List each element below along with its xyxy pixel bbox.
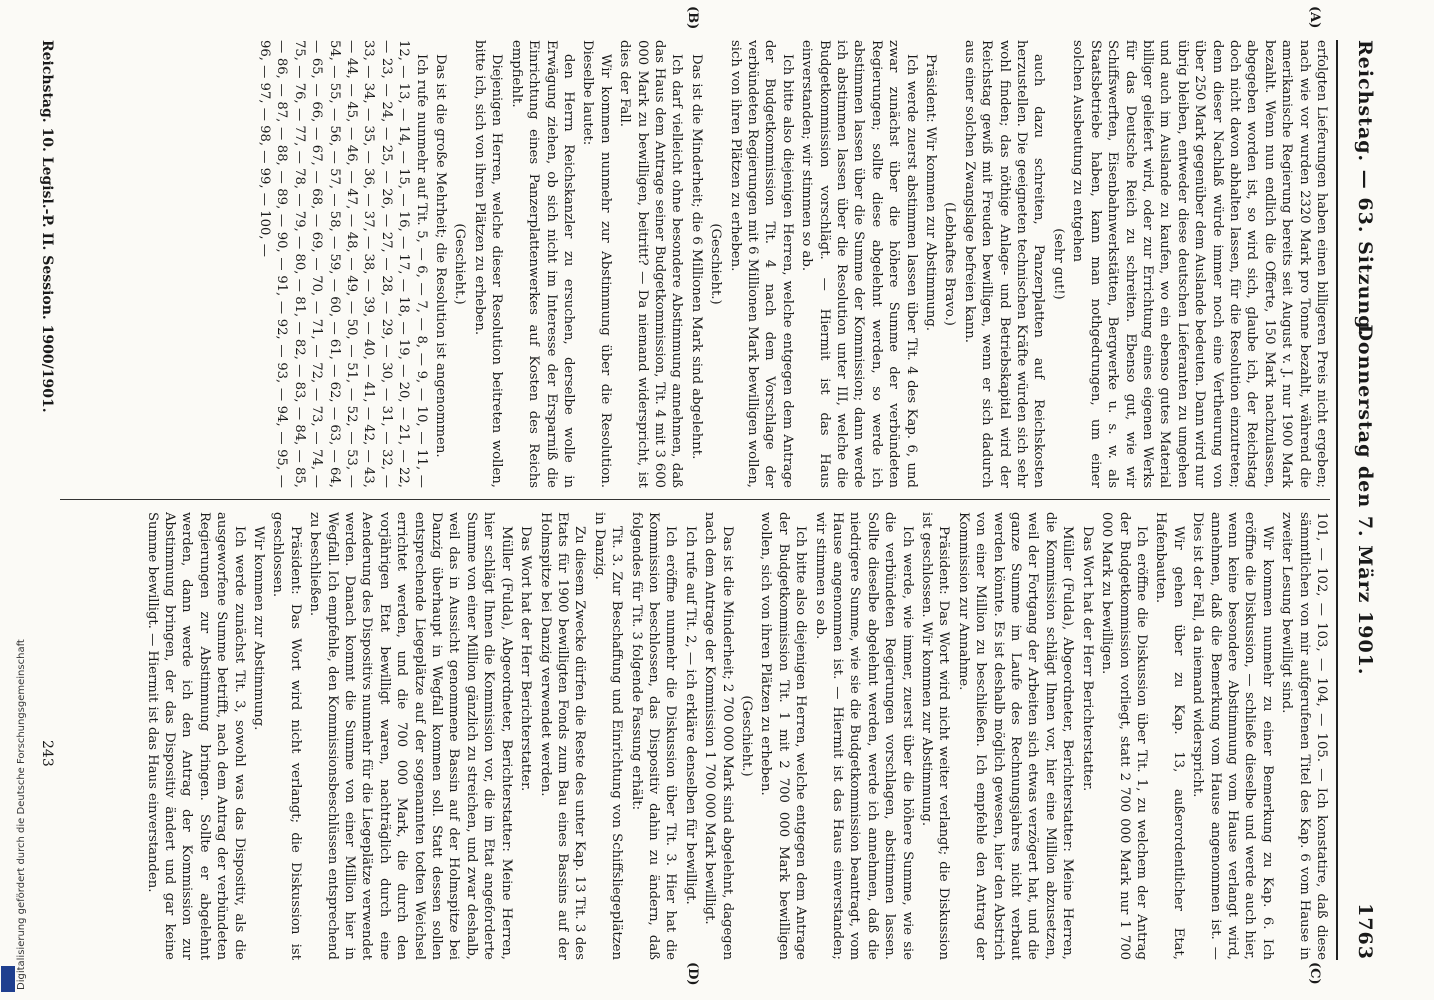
paragraph: Präsident: Das Wort wird nicht weiter verlangt; die Diskussion ist geschlossen. Wir kommen zur Abstimmung. [919, 512, 952, 960]
paragraph: Müller (Fulda), Abgeordneter, Berichterstatter: Meine Herren, die Kommission schlägt Ihnen vor, hier eine Million abzusetzen, weil der Fortgang der Arbeiten sich etwas verzögert hat, und die ganze Summe im Laufe des Rechnungsjahres nicht verbaut werden könnte. Es ist deshalb möglich gewesen, hier den Abstrich von einer Million zu beschließen. Ich empfehle den Antrag der Kommission zur Annahme. [955, 512, 1076, 960]
column-divider [60, 499, 1330, 500]
quoted-title: Tit. 3. Zur Beschaffung und Einrichtung von Schiffsliegeplätzen in Danzig. [591, 512, 625, 960]
paragraph: Präsident: Das Wort wird nicht verlangt; die Diskussion ist geschlossen. [270, 512, 303, 960]
paragraph: Ich eröffne die Diskussion über Tit. 1, zu welchem der Antrag der Budgetkommission vorliegt, statt 2 700 000 Mark nur 1 700 000 Mark zu bewilligen. [1099, 512, 1149, 960]
paragraph: Müller (Fulda), Abgeordneter, Berichterstatter: Meine Herren, hier schlägt Ihnen die Kommission vor, die im Etat angeforderte Summe von einer Million gänzlich zu streichen, und zwar deshalb, weil das in Aussicht genommene Bassin auf der Holmspitze bei Danzig überhaupt in Wegfall kommen soll. Statt dessen sollen entsprechende Liegeplätze auf der sogenannten todten Weichsel errichtet werden, und die 700 000 Mark, die durch den vorjährigen Etat bewilligt waren, nachträglich durch eine Aenderung des Dispositivs nunmehr für die Liegeplätze verwendet werden. Danach kommt die Summe von einer Million hier in Wegfall. Ich empfehle, den Kommissionsbeschlüssen entsprechend zu beschließen. [307, 512, 514, 960]
paragraph: Diejenigen Herren, welche dieser Resolution beitreten wollen, bitte ich, sich von ihren Plätzen zu erheben. [471, 40, 505, 488]
paragraph: Ich bitte also diejenigen Herren, welche entgegen dem Antrage der Budgetkommission Tit. 1 mit 2 700 000 Mark bewilligen wollen, sich von ihren Plätzen zu erheben. [758, 512, 809, 960]
left-column [60, 40, 1330, 488]
paragraph: Wir kommen zur Abstimmung. [251, 526, 267, 731]
footer-left: Reichstag. 10. Legisl.-P. II. Session. 1900/1901. [39, 40, 55, 413]
footer-page-number: 243 [39, 740, 55, 767]
right-column [60, 512, 1330, 960]
margin-marker-d: (D) [685, 962, 700, 986]
interjection: (Lebhaftes Bravo.) [942, 202, 958, 326]
paragraph: Ich werde zuerst abstimmen lassen über Tit. 4 des Kap. 6, und zwar zunächst über die höhere Summe der verbündeten Regierungen; sollte diese abgelehnt werden, so werde ich abstimmen lassen über die Summe der Kommission; dann werde ich abstimmen lassen über die Resolution unter III, welche die Budgetkommission vorschlägt. — Hiermit ist das Haus einverstanden; wir stimmen so ab. [799, 40, 919, 488]
interjection: (Geschieht.) [452, 223, 468, 305]
interjection: (Geschieht.) [708, 223, 724, 305]
paragraph: Ich werde zunächst Tit. 3, sowohl was das Dispositiv, als die ausgeworfene Summe betrifft, nach dem Antrag der verbündeten Regierungen zur Abstimmung bringen. Sollte er abgelehnt werden, dann werde ich den Antrag der Kommission zur Abstimmung bringen, der das Dispositiv ändert und gar keine Summe bewilligt. — Hiermit ist das Haus einverstanden. [144, 512, 247, 960]
header-rule [1336, 40, 1338, 960]
margin-marker-a: (A) [1307, 6, 1322, 29]
header-center: Donnerstag den 7. März 1901. [1354, 324, 1376, 676]
paragraph: Ich bitte also diejenigen Herren, welche entgegen dem Antrage der Budgetkommission Tit. 4 nach dem Vorschlage der verbündeten Regierungen mit 6 Millionen Mark bewilligen wollen, sich von ihren Plätzen zu erheben. [727, 40, 795, 488]
running-header [1342, 40, 1382, 960]
paragraph: Das Wort hat der Herr Berichterstatter. [1079, 526, 1095, 792]
paragraph: erfolgten Lieferungen haben einen billigeren Preis nicht ergeben; nach wie vor wurden 2320 Mark pro Tonne bezahlt, während die amerikanische Regierung bereits seit August v. J. nur 1900 Mark bezahlt. Wenn nun endlich die Offerte, 150 Mark nachzulassen, abgegeben worden ist, so wird sich, glaube ich, der Reichstag doch nicht davon abhalten lassen, für die Resolution einzutreten; denn dieser Nachlaß würde immer noch eine Vertheurung von über 250 Mark gegenüber dem Auslande bedeuten. Dann wird nur übrig bleiben, entweder diese deutschen Lieferanten zu umgehen und auch im Auslande zu kaufen, wo ein ebenso gutes Material billiger geliefert wird, oder zur Errichtung eines eigenen Werks für das Deutsche Reich zu schreiten. Ebenso gut, wie wir Schiffswerften, Eisenbahnwerkstätten, Bergwerke u. s. w. als Staatsbetriebe haben, kann man nothgedrungen, um einer solchen Ausbeutung zu entgehen [1070, 40, 1329, 488]
paragraph: Das ist die große Mehrheit; die Resolution ist angenommen. [433, 54, 449, 458]
margin-marker-c: (C) [1307, 962, 1322, 985]
paragraph: Präsident: Wir kommen zur Abstimmung. [923, 54, 939, 331]
quoted-text: Zu diesem Zwecke dürfen die Reste des unter Kap. 13 Tit. 3 des Etats für 1900 bewilligten Fonds zum Bau eines Bassins auf der Holmspitze bei Danzig verwendet werden. [537, 512, 588, 960]
paragraph: Das Wort hat der Herr Berichterstatter. [518, 526, 534, 792]
paragraph: Ich rufe nunmehr auf Tit. 5, — 6, — 7, — 8, — 9, — 10, — 11, — 12, — 13, — 14, — 15, — 16, — 17, — 18, — 19, — 20, — 21, — 22, — 23, — 24, — 25, — 26, — 27, — 28, — 29, — 30, — 31, — 32, — 33, — 34, — 35, — 36, — 37, — 38, — 39, — 40, — 41, — 42, — 43, — 44, — 45, — 46, — 47, — 48, — 49, — 50, — 51, — 52, — 53, — 54, — 55, — 56, — 57, — 58, — 59, — 60, — 61, — 62, — 63, — 64, — 65, — 66, — 67, — 68, — 69, — 70, — 71, — 72, — 73, — 74, — 75, — 76, — 77, — 78, — 79, — 80, — 81, — 82, — 83, — 84, — 85, — 86, — 87, — 88, — 89, — 90, — 91, — 92, — 93, — 94, — 95, — 96, — 97, — 98, — 99, — 100, — [257, 40, 429, 488]
paragraph: Ich werde, wie immer, zuerst über die höhere Summe, wie sie die verbündeten Regierungen vorschlagen, abstimmen lassen. Sollte dieselbe abgelehnt werden, werde ich annehmen, daß die niedrigere Summe, wie sie die Budgetkommission beantragt, vom Hause angenommen ist. — Hiermit ist das Haus einverstanden; wir stimmen so ab. [812, 512, 915, 960]
paragraph: Das ist die Minderheit; 2 700 000 Mark sind abgelehnt, dagegen nach dem Antrage der Kommission 1 700 000 Mark bewilligt. [702, 512, 735, 960]
paragraph: Wir kommen nunmehr zur Abstimmung über die Resolution. Dieselbe lautet: [580, 40, 613, 488]
paragraph: auch dazu schreiten, Panzerplatten auf Reichskosten herzustellen. Die geeigneten technischen Kräfte würden sich sehr wohl finden; das nöthige Anlage- und Betriebskapital wird der Reichstag gewiß mit Freuden bewilligen, wenn er sich dadurch aus einer solchen Zwangslage befreien kann. [961, 40, 1047, 488]
credit-text: Digitalisierung gefördert durch die Deutsche Forschungsgemeinschaft [16, 639, 27, 990]
paragraph: 101, — 102, — 103, — 104, — 105. — Ich konstatire, daß diese sämmtlichen von mir aufgerufenen Titel des Kap. 6 vom Hause in zweiter Lesung bewilligt sind. [1279, 512, 1329, 960]
margin-marker-b: (B) [685, 6, 700, 30]
digitization-credit [2, 600, 27, 990]
dfg-logo-icon [1, 966, 15, 992]
paragraph: Ich rufe auf Tit. 2, — ich erkläre denselben für bewilligt. [682, 526, 698, 905]
paragraph: Ich eröffne nunmehr die Diskussion über Tit. 3. Hier hat die Kommission beschlossen, das Dispositiv dahin zu ändern, daß folgendes für Tit. 3 folgende Fassung erhält: [628, 512, 679, 960]
paragraph: Das ist die Minderheit; die 6 Millionen Mark sind abgelehnt. [688, 54, 704, 460]
paragraph: Ich darf vielleicht ohne besondere Abstimmung annehmen, daß das Haus dem Antrage seiner Budgetkommission, Tit. 4 mit 3 600 000 Mark zu bewilligen, beitritt? — Da niemand widerspricht, ist dies der Fall. [617, 40, 685, 488]
paragraph: Wir kommen nunmehr zu einer Bemerkung zu Kap. 6. Ich eröffne die Diskussion, — schließe dieselbe und werde auch hier, wenn keine besondere Abstimmung vom Hause verlangt wird, annehmen, daß die Bemerkung vom Hause angenommen ist. — Dies ist der Fall, da niemand widerspricht. [1190, 512, 1275, 960]
paragraph: Wir gehen über zu Kap. 13, außerordentlicher Etat, Hafenbauten. [1153, 512, 1186, 960]
page-number: 1763 [1354, 903, 1376, 960]
header-left: Reichstag. — 63. Sitzung. [1354, 40, 1376, 338]
interjection: (sehr gut!) [1050, 228, 1066, 300]
interjection: (Geschieht.) [739, 695, 754, 777]
quoted-resolution: den Herrn Reichskanzler zu ersuchen, derselbe wolle in Erwägung ziehen, ob sich nicht im Interesse der Ersparniß die Einrichtung eines Panzerplattenwerkes auf Kosten des Reichs empfiehlt. [508, 40, 576, 488]
